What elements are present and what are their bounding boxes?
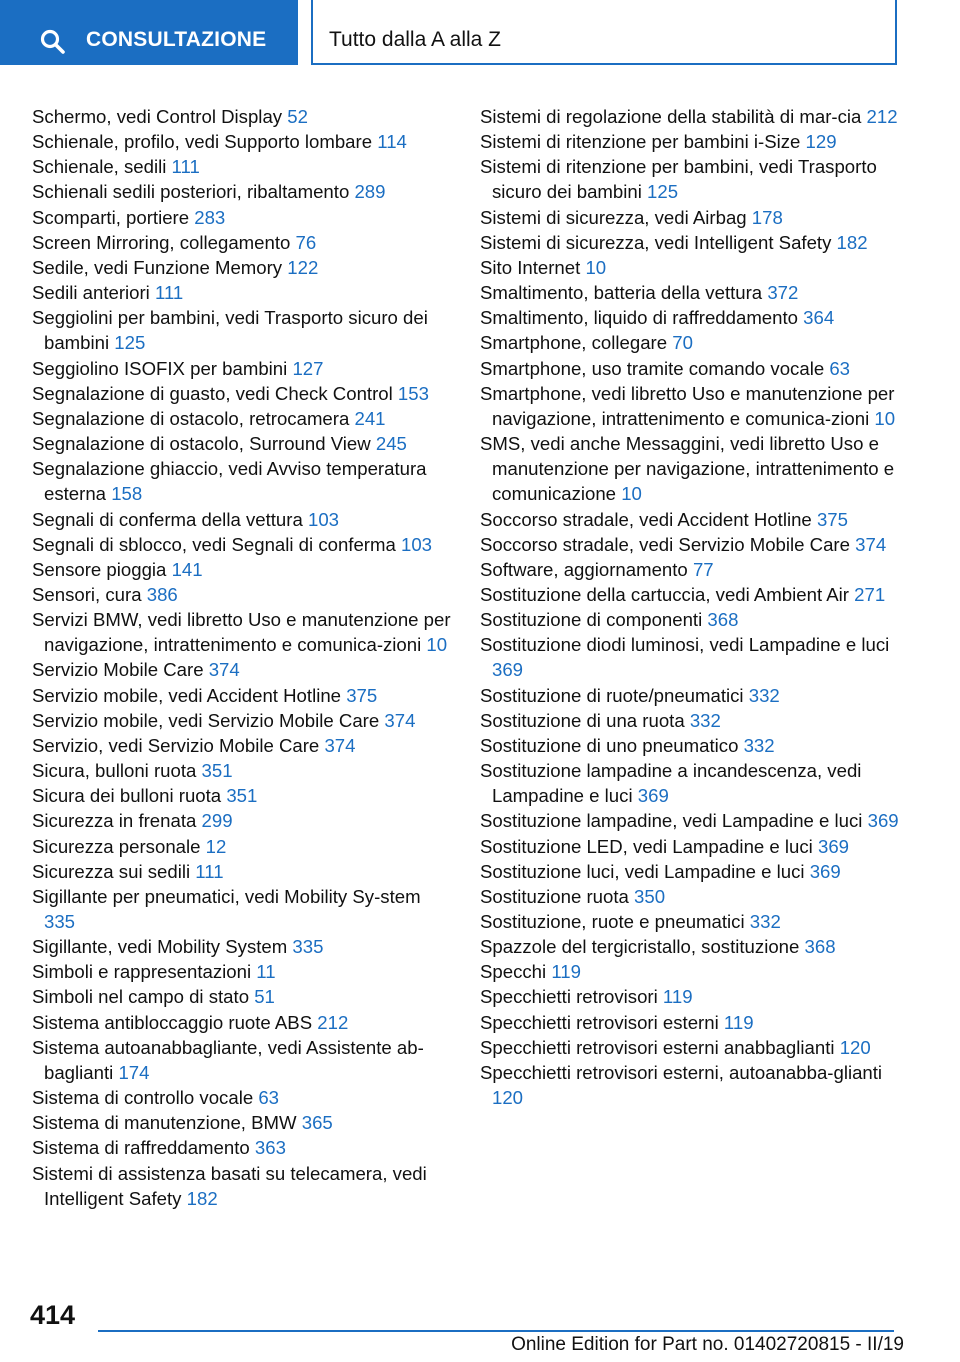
index-entry bbox=[32, 280, 452, 305]
page-link[interactable]: 174 bbox=[118, 1061, 150, 1083]
index-entry-text: Specchietti retrovisori esterni bbox=[480, 1011, 719, 1033]
index-entry-text: Seggiolini per bambini, vedi Trasporto sicuro dei bambini bbox=[32, 307, 428, 354]
page-link[interactable]: 129 bbox=[805, 131, 837, 153]
index-entry-text: Smaltimento, liquido di raffreddamento bbox=[480, 307, 798, 329]
index-entry bbox=[32, 607, 452, 657]
index-entry bbox=[480, 834, 900, 859]
index-column-right bbox=[480, 104, 900, 1110]
page-link[interactable]: 158 bbox=[111, 483, 143, 505]
page-link[interactable]: 52 bbox=[287, 106, 308, 127]
index-entry bbox=[32, 708, 452, 733]
page-link[interactable]: 120 bbox=[492, 1087, 524, 1109]
index-entry-text: SMS, vedi anche Messaggini, vedi libretto Uso e manutenzione per navigazione, intrattenimento e comunicazione bbox=[480, 433, 895, 505]
index-entry bbox=[480, 104, 900, 129]
index-entry-text: Seggiolino ISOFIX per bambini bbox=[32, 357, 288, 379]
page-link[interactable]: 332 bbox=[689, 709, 721, 731]
tab-consultazione[interactable] bbox=[0, 0, 298, 65]
index-entry bbox=[32, 934, 452, 959]
page-link[interactable]: 63 bbox=[829, 357, 851, 379]
page-number: 414 bbox=[30, 1300, 76, 1330]
search-icon bbox=[40, 29, 66, 55]
index-entry-text: Sostituzione di una ruota bbox=[480, 709, 685, 731]
index-entry-text: Specchietti retrovisori esterni anabbaglianti bbox=[480, 1036, 835, 1058]
index-entry-text: Smaltimento, batteria della vettura bbox=[480, 282, 763, 304]
index-entry bbox=[480, 683, 900, 708]
index-entry-text: Sigillante, vedi Mobility System bbox=[32, 936, 288, 958]
index-entry-text: Scomparti, portiere bbox=[32, 206, 190, 228]
page-link[interactable]: 364 bbox=[803, 307, 835, 329]
index-entry-text: Sostituzione di componenti bbox=[480, 609, 703, 631]
page-link[interactable]: 103 bbox=[307, 508, 340, 530]
index-entry-text: Schermo, vedi Control Display bbox=[32, 106, 283, 127]
index-entry bbox=[32, 859, 452, 884]
index-entry bbox=[32, 984, 452, 1009]
index-entry bbox=[32, 1110, 452, 1135]
index-entry bbox=[32, 733, 452, 758]
index-entry bbox=[480, 507, 900, 532]
index-entry bbox=[32, 129, 452, 154]
page-link[interactable]: 76 bbox=[295, 231, 317, 253]
index-entry bbox=[480, 532, 900, 557]
page-link[interactable]: 351 bbox=[201, 760, 233, 782]
page-link[interactable]: 111 bbox=[171, 156, 200, 178]
index-entry-text: Sostituzione di ruote/pneumatici bbox=[480, 684, 744, 706]
index-entry bbox=[480, 808, 900, 833]
index-entry-text: Sostituzione lampadine, vedi Lampadine e luci bbox=[480, 810, 863, 832]
index-entry bbox=[480, 1010, 900, 1035]
index-entry bbox=[480, 884, 900, 909]
index-column-left bbox=[32, 104, 452, 1211]
index-entry-text: Sistema autoanabbagliante, vedi Assistente ab-baglianti bbox=[32, 1036, 424, 1083]
index-entry-text: Servizio mobile, vedi Accident Hotline bbox=[32, 684, 342, 706]
page-header bbox=[0, 0, 960, 66]
index-entry bbox=[32, 884, 452, 934]
page-link[interactable]: 63 bbox=[258, 1087, 280, 1109]
page-link[interactable]: 212 bbox=[317, 1011, 349, 1033]
page-link[interactable]: 241 bbox=[354, 407, 386, 429]
page-link[interactable]: 289 bbox=[354, 181, 386, 203]
index-entry bbox=[480, 582, 900, 607]
page-link[interactable]: 153 bbox=[397, 382, 429, 404]
index-entry-text: Segnali di sblocco, vedi Segnali di conferma bbox=[32, 533, 396, 555]
page-link[interactable]: 351 bbox=[226, 785, 258, 807]
index-entry bbox=[32, 959, 452, 984]
page-title: Tutto dalla A alla Z bbox=[329, 28, 501, 51]
page-link[interactable]: 51 bbox=[254, 986, 275, 1008]
index-entry-text: Spazzole del tergicristallo, sostituzione bbox=[480, 936, 800, 958]
page-link[interactable]: 332 bbox=[743, 734, 775, 756]
index-entry-text: Schienale, profilo, vedi Supporto lombare bbox=[32, 131, 373, 153]
index-entry bbox=[480, 909, 900, 934]
index-entry bbox=[32, 657, 452, 682]
page-link[interactable]: 12 bbox=[205, 835, 227, 857]
index-entry-text: Sito Internet bbox=[480, 256, 581, 278]
page-link[interactable]: 369 bbox=[637, 785, 669, 807]
index-entry-text: Segnali di conferma della vettura bbox=[32, 508, 303, 530]
page-link[interactable]: 368 bbox=[707, 609, 739, 631]
index-entry bbox=[480, 708, 900, 733]
section-label: CONSULTAZIONE bbox=[86, 28, 267, 51]
index-entry bbox=[32, 104, 452, 129]
index-entry bbox=[32, 808, 452, 833]
index-entry bbox=[32, 255, 452, 280]
index-entry bbox=[32, 683, 452, 708]
page-link[interactable]: 111 bbox=[195, 860, 224, 882]
index-entry bbox=[480, 632, 900, 682]
page-link[interactable]: 212 bbox=[866, 106, 898, 127]
page-link[interactable]: 178 bbox=[751, 206, 783, 228]
index-entry-text: Servizio mobile, vedi Servizio Mobile Care bbox=[32, 709, 380, 731]
index-entry-text: Sicurezza in frenata bbox=[32, 810, 197, 832]
index-entry-text: Sigillante per pneumatici, vedi Mobility Sy-stem bbox=[32, 885, 421, 907]
index-entry-text: Sedili anteriori bbox=[32, 282, 150, 304]
index-entry bbox=[480, 984, 900, 1009]
page-link[interactable]: 283 bbox=[194, 206, 226, 228]
page-link[interactable]: 369 bbox=[809, 860, 841, 882]
index-entry-text: Sostituzione, ruote e pneumatici bbox=[480, 911, 745, 932]
index-entry bbox=[32, 834, 452, 859]
index-entry bbox=[480, 356, 900, 381]
page-link[interactable]: 11 bbox=[256, 961, 276, 983]
page-link[interactable]: 103 bbox=[401, 533, 433, 555]
page-link[interactable]: 125 bbox=[647, 181, 679, 203]
index-entry-text: Sostituzione LED, vedi Lampadine e luci bbox=[480, 835, 813, 857]
index-entry-text: Sostituzione diodi luminosi, vedi Lampadine e luci bbox=[480, 634, 890, 656]
index-entry bbox=[32, 532, 452, 557]
page-link[interactable]: 127 bbox=[292, 357, 324, 379]
page-link[interactable]: 125 bbox=[114, 332, 146, 354]
index-entry bbox=[480, 230, 900, 255]
index-entry-text: Specchi bbox=[480, 961, 547, 983]
index-entry-text: Sicura dei bulloni ruota bbox=[32, 785, 222, 807]
index-entry-text: Segnalazione di ostacolo, Surround View bbox=[32, 433, 371, 455]
page-link[interactable]: 368 bbox=[804, 936, 836, 958]
index-entry bbox=[32, 205, 452, 230]
index-entry-text: Simboli nel campo di stato bbox=[32, 986, 250, 1008]
index-entry-text: Soccorso stradale, vedi Accident Hotline bbox=[480, 508, 812, 530]
index-entry-text: Specchietti retrovisori esterni, autoanabba-glianti bbox=[480, 1061, 883, 1083]
page-link[interactable]: 119 bbox=[662, 986, 693, 1008]
index-entry bbox=[32, 582, 452, 607]
index-entry bbox=[480, 557, 900, 582]
index-entry bbox=[480, 381, 900, 431]
page-link[interactable]: 335 bbox=[44, 911, 76, 932]
index-entry bbox=[480, 733, 900, 758]
page-link[interactable]: 122 bbox=[287, 256, 319, 278]
tab-title[interactable] bbox=[311, 0, 897, 65]
index-entry bbox=[32, 1135, 452, 1160]
index-entry-text: Segnalazione di ostacolo, retrocamera bbox=[32, 407, 350, 429]
page-link[interactable]: 335 bbox=[292, 936, 324, 958]
page-link[interactable]: 10 bbox=[585, 256, 607, 278]
page-link[interactable]: 182 bbox=[186, 1187, 218, 1209]
page-link[interactable]: 369 bbox=[867, 810, 899, 832]
page-link[interactable]: 119 bbox=[723, 1011, 754, 1033]
index-entry bbox=[480, 758, 900, 808]
page-link[interactable]: 365 bbox=[301, 1112, 333, 1134]
index-entry-text: Servizi BMW, vedi libretto Uso e manutenzione per navigazione, intrattenimento e comunica-zioni bbox=[32, 609, 451, 656]
page-link[interactable]: 332 bbox=[749, 911, 781, 932]
page-link[interactable]: 10 bbox=[426, 634, 448, 656]
index-entry bbox=[32, 557, 452, 582]
index-entry-text: Servizio Mobile Care bbox=[32, 659, 204, 681]
page-link[interactable]: 369 bbox=[492, 659, 524, 681]
index-entry bbox=[480, 205, 900, 230]
page-link[interactable]: 119 bbox=[551, 961, 581, 983]
index-entry-text: Sensori, cura bbox=[32, 583, 142, 605]
page-link[interactable]: 369 bbox=[818, 835, 850, 857]
page-link[interactable]: 375 bbox=[346, 684, 378, 706]
page-link[interactable]: 245 bbox=[375, 433, 407, 455]
index-entry bbox=[480, 129, 900, 154]
index-entry bbox=[480, 255, 900, 280]
page-link[interactable]: 372 bbox=[767, 282, 799, 304]
index-entry bbox=[32, 1161, 452, 1211]
index-entry bbox=[480, 330, 900, 355]
index-entry-text: Sensore pioggia bbox=[32, 558, 167, 580]
page-link[interactable]: 111 bbox=[155, 282, 184, 304]
footer-divider bbox=[98, 1330, 894, 1332]
index-entry-text: Sedile, vedi Funzione Memory bbox=[32, 256, 283, 278]
index-entry-text: Segnalazione di guasto, vedi Check Control bbox=[32, 382, 393, 404]
index-entry-text: Sistemi di ritenzione per bambini i-Size bbox=[480, 131, 801, 153]
page-link[interactable]: 77 bbox=[692, 558, 714, 580]
index-entry bbox=[32, 507, 452, 532]
index-entry-text: Schienale, sedili bbox=[32, 156, 167, 178]
index-entry-text: Sistemi di ritenzione per bambini, vedi Trasporto sicuro dei bambini bbox=[480, 156, 877, 203]
index-entry bbox=[480, 859, 900, 884]
index-entry bbox=[32, 154, 452, 179]
index-entry-text: Soccorso stradale, vedi Servizio Mobile Care bbox=[480, 533, 850, 555]
page-link[interactable]: 10 bbox=[874, 407, 896, 429]
index-entry-text: Sicurezza personale bbox=[32, 835, 201, 857]
index-entry bbox=[480, 431, 900, 506]
index-entry-text: Sostituzione lampadine a incandescenza, vedi Lampadine e luci bbox=[480, 760, 862, 807]
page-link[interactable]: 374 bbox=[855, 533, 887, 555]
index-entry-text: Sistemi di assistenza basati su telecamera, vedi Intelligent Safety bbox=[32, 1162, 427, 1209]
index-entry-text: Sostituzione della cartuccia, vedi Ambient Air bbox=[480, 583, 849, 605]
index-entry bbox=[32, 406, 452, 431]
index-entry-text: Sicurezza sui sedili bbox=[32, 860, 191, 882]
index-entry bbox=[480, 1060, 900, 1110]
page-link[interactable]: 386 bbox=[146, 583, 178, 605]
page-link[interactable]: 182 bbox=[836, 231, 868, 253]
page-link[interactable]: 141 bbox=[171, 558, 203, 580]
index-entry-text: Sistema di controllo vocale bbox=[32, 1087, 254, 1109]
index-entry-text: Specchietti retrovisori bbox=[480, 986, 658, 1008]
index-entry bbox=[32, 381, 452, 406]
page-link[interactable]: 299 bbox=[201, 810, 233, 832]
page-link[interactable]: 374 bbox=[384, 709, 416, 731]
page-link[interactable]: 10 bbox=[621, 483, 642, 505]
index-entry-text: Sistemi di sicurezza, vedi Airbag bbox=[480, 206, 747, 228]
index-entry-text: Smartphone, vedi libretto Uso e manutenzione per navigazione, intrattenimento e comunica-zioni bbox=[480, 382, 895, 429]
index-entry-text: Sistema di raffreddamento bbox=[32, 1137, 250, 1159]
index-entry-text: Screen Mirroring, collegamento bbox=[32, 231, 291, 253]
page-link[interactable]: 114 bbox=[377, 131, 407, 153]
index-entry-text: Servizio, vedi Servizio Mobile Care bbox=[32, 734, 320, 756]
index-entry-text: Sistemi di sicurezza, vedi Intelligent Safety bbox=[480, 231, 832, 253]
page-link[interactable]: 350 bbox=[634, 885, 666, 907]
footer-edition: Online Edition for Part no. 01402720815 - II/19 bbox=[511, 1334, 904, 1355]
index-entry bbox=[480, 934, 900, 959]
index-entry bbox=[32, 230, 452, 255]
index-entry bbox=[32, 1085, 452, 1110]
index-entry bbox=[32, 1035, 452, 1085]
index-entry-text: Sistema di manutenzione, BMW bbox=[32, 1112, 297, 1134]
index-entry-text: Sicura, bulloni ruota bbox=[32, 760, 197, 782]
index-entry-text: Smartphone, collegare bbox=[480, 332, 668, 354]
index-entry-text: Simboli e rappresentazioni bbox=[32, 961, 252, 983]
index-entry-text: Sostituzione ruota bbox=[480, 885, 629, 907]
index-entry bbox=[480, 280, 900, 305]
index-entry bbox=[480, 959, 900, 984]
page-link[interactable]: 271 bbox=[854, 583, 886, 605]
index-entry-text: Segnalazione ghiaccio, vedi Avviso temperatura esterna bbox=[32, 458, 427, 505]
index-entry bbox=[480, 607, 900, 632]
page-link[interactable]: 120 bbox=[839, 1036, 871, 1058]
index-entry-text: Schienali sedili posteriori, ribaltamento bbox=[32, 181, 350, 203]
index-entry bbox=[32, 1010, 452, 1035]
index-entry bbox=[32, 356, 452, 381]
index-entry-text: Sostituzione luci, vedi Lampadine e luci bbox=[480, 860, 805, 882]
index-entry bbox=[32, 179, 452, 204]
index-entry bbox=[480, 305, 900, 330]
page-link[interactable]: 374 bbox=[208, 659, 240, 681]
page-link[interactable]: 374 bbox=[324, 734, 356, 756]
index-entry bbox=[480, 1035, 900, 1060]
index-entry bbox=[480, 154, 900, 204]
index-entry-text: Sistema antibloccaggio ruote ABS bbox=[32, 1011, 313, 1033]
index-entry-text: Software, aggiornamento bbox=[480, 558, 688, 580]
index-entry-text: Sostituzione di uno pneumatico bbox=[480, 734, 739, 756]
page-link[interactable]: 332 bbox=[748, 684, 780, 706]
index-entry bbox=[32, 783, 452, 808]
index-entry bbox=[32, 456, 452, 506]
index-entry-text: Sistemi di regolazione della stabilità di mar-cia bbox=[480, 106, 862, 127]
index-entry bbox=[32, 431, 452, 456]
index-entry-text: Smartphone, uso tramite comando vocale bbox=[480, 357, 825, 379]
index-entry bbox=[32, 758, 452, 783]
page-link[interactable]: 363 bbox=[254, 1137, 286, 1159]
index-entry bbox=[32, 305, 452, 355]
page-link[interactable]: 70 bbox=[672, 332, 693, 354]
page-link[interactable]: 375 bbox=[816, 508, 848, 530]
